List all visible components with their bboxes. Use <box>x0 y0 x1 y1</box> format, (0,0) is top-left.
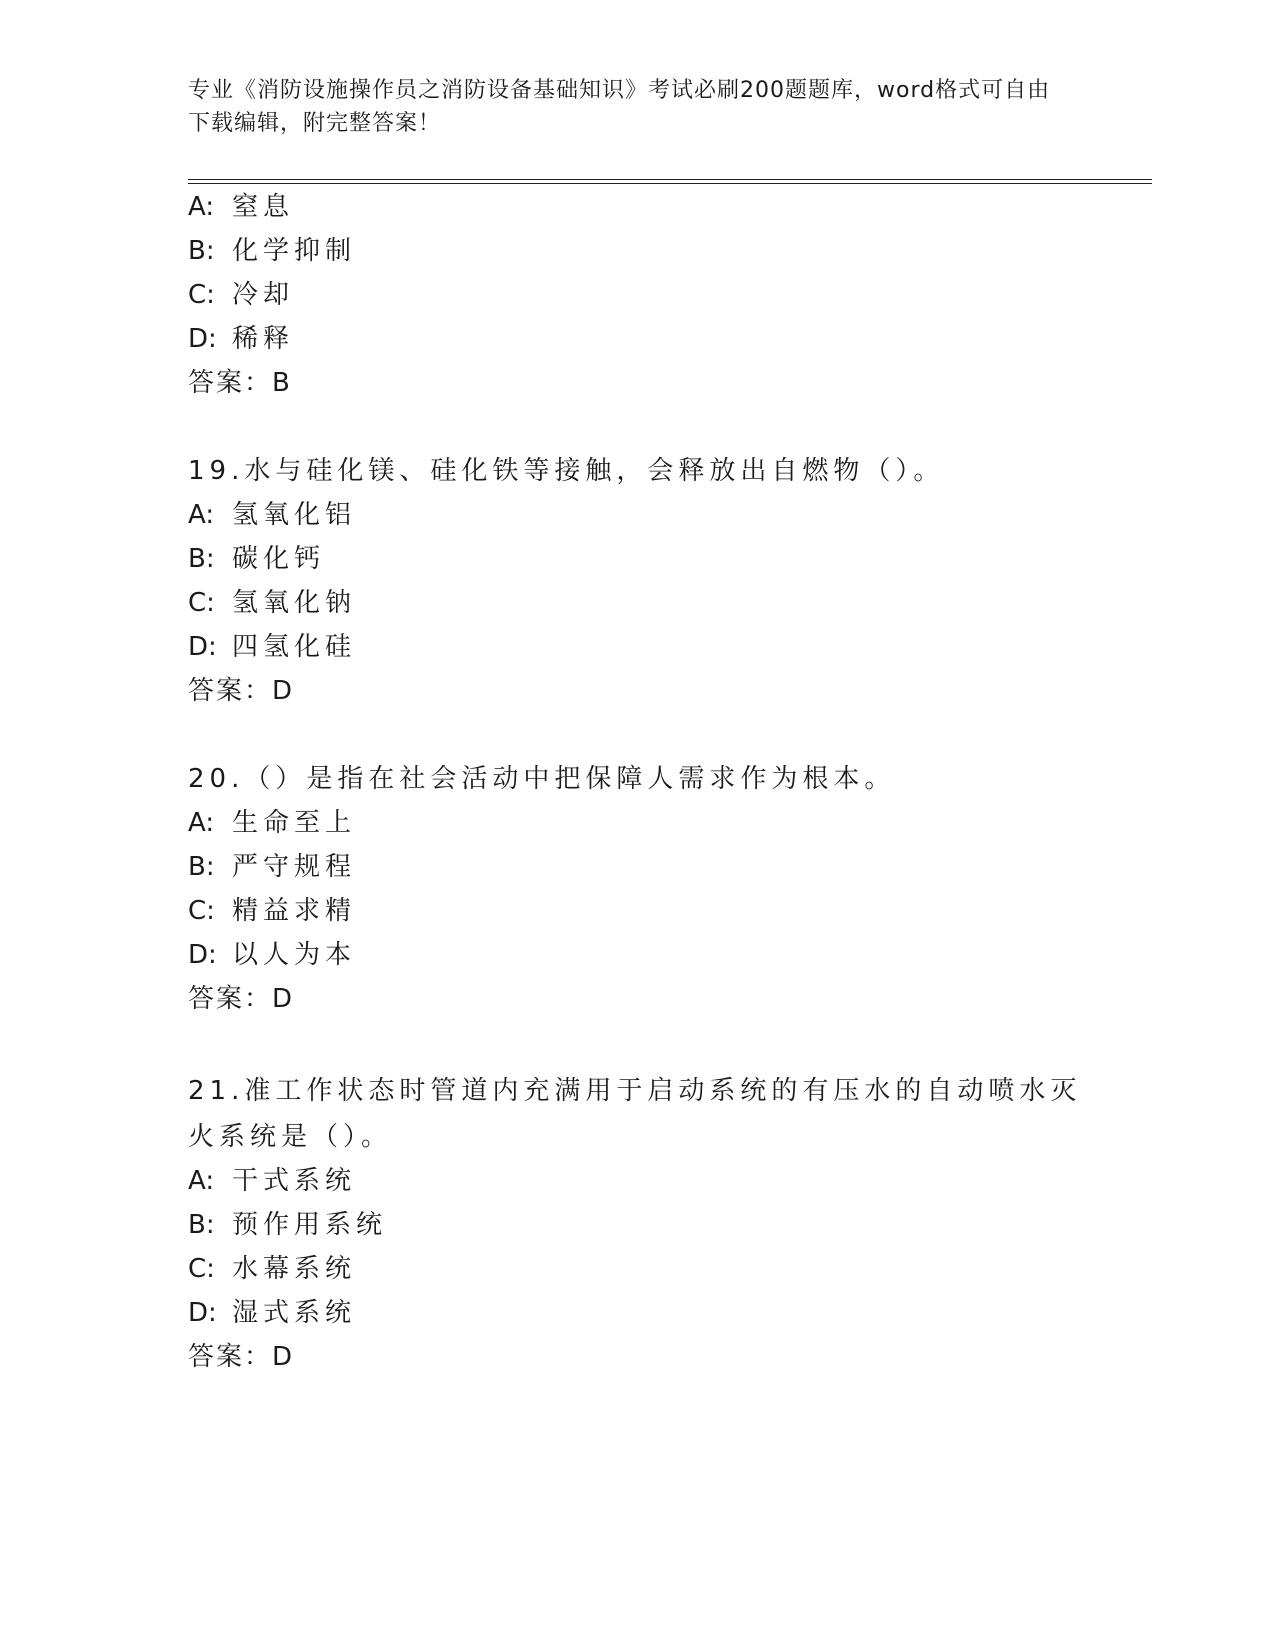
q19-option-b <box>188 542 325 576</box>
option-text: 干式系统 <box>232 1166 357 1196</box>
option-text: 精益求精 <box>232 896 357 926</box>
q21-option-d <box>188 1296 356 1330</box>
q21-question: 21.准工作状态时管道内充满用于启动系统的有压水的自动喷水灭火系统是（）。 <box>188 1076 1082 1152</box>
option-text: 湿式系统 <box>232 1298 357 1328</box>
option-text: 冷却 <box>232 280 295 310</box>
option-text: 以人为本 <box>232 940 357 970</box>
option-label: D: <box>188 1298 217 1328</box>
option-label: C: <box>188 588 215 618</box>
option-label: A: <box>188 192 215 222</box>
q20-option-a <box>188 806 356 840</box>
option-text: 四氢化硅 <box>232 632 357 662</box>
q20-option-d <box>188 938 356 972</box>
option-label: D: <box>188 632 217 662</box>
option-text: 生命至上 <box>232 808 357 838</box>
q20-answer: 答案：D <box>188 984 295 1014</box>
option-label: B: <box>188 852 215 882</box>
option-text: 稀释 <box>232 324 295 354</box>
option-text: 水幕系统 <box>232 1254 357 1284</box>
option-text: 氢氧化铝 <box>232 500 357 530</box>
q19-answer: 答案：D <box>188 676 295 706</box>
option-label: B: <box>188 1210 215 1240</box>
q18-option-d <box>188 322 294 356</box>
option-text: 氢氧化钠 <box>232 588 357 618</box>
option-label: D: <box>188 940 217 970</box>
q20-option-b <box>188 850 356 884</box>
option-label: C: <box>188 280 215 310</box>
option-label: D: <box>188 324 217 354</box>
q19-question: 19.水与硅化镁、硅化铁等接触，会释放出自燃物（）。 <box>188 456 945 486</box>
q20-option-c <box>188 894 356 928</box>
q21-answer: 答案：D <box>188 1342 295 1372</box>
option-label: B: <box>188 544 215 574</box>
q19-option-c <box>188 586 356 620</box>
q18-option-c <box>188 278 294 312</box>
option-label: B: <box>188 236 215 266</box>
option-label: A: <box>188 1166 215 1196</box>
q18-answer: 答案：B <box>188 368 292 398</box>
q21-option-c <box>188 1252 356 1286</box>
q21-option-a <box>188 1164 356 1198</box>
option-label: C: <box>188 896 215 926</box>
option-text: 化学抑制 <box>232 236 357 266</box>
option-text: 严守规程 <box>232 852 357 882</box>
q21-option-b <box>188 1208 387 1242</box>
q20-question: 20.（）是指在社会活动中把保障人需求作为根本。 <box>188 764 896 794</box>
header-rule-top <box>188 179 1152 180</box>
q18-option-a <box>188 190 294 224</box>
option-text: 碳化钙 <box>232 544 326 574</box>
option-text: 预作用系统 <box>232 1210 388 1240</box>
option-text: 窒息 <box>232 192 295 222</box>
q18-option-b <box>188 234 356 268</box>
header-rule-bottom <box>188 183 1152 184</box>
document-header: 专业《消防设施操作员之消防设备基础知识》考试必刷200题题库，word格式可自由下载编辑，附完整答案！ <box>188 78 1051 136</box>
option-label: A: <box>188 808 215 838</box>
q19-option-a <box>188 498 356 532</box>
option-label: A: <box>188 500 215 530</box>
q19-option-d <box>188 630 356 664</box>
option-label: C: <box>188 1254 215 1284</box>
